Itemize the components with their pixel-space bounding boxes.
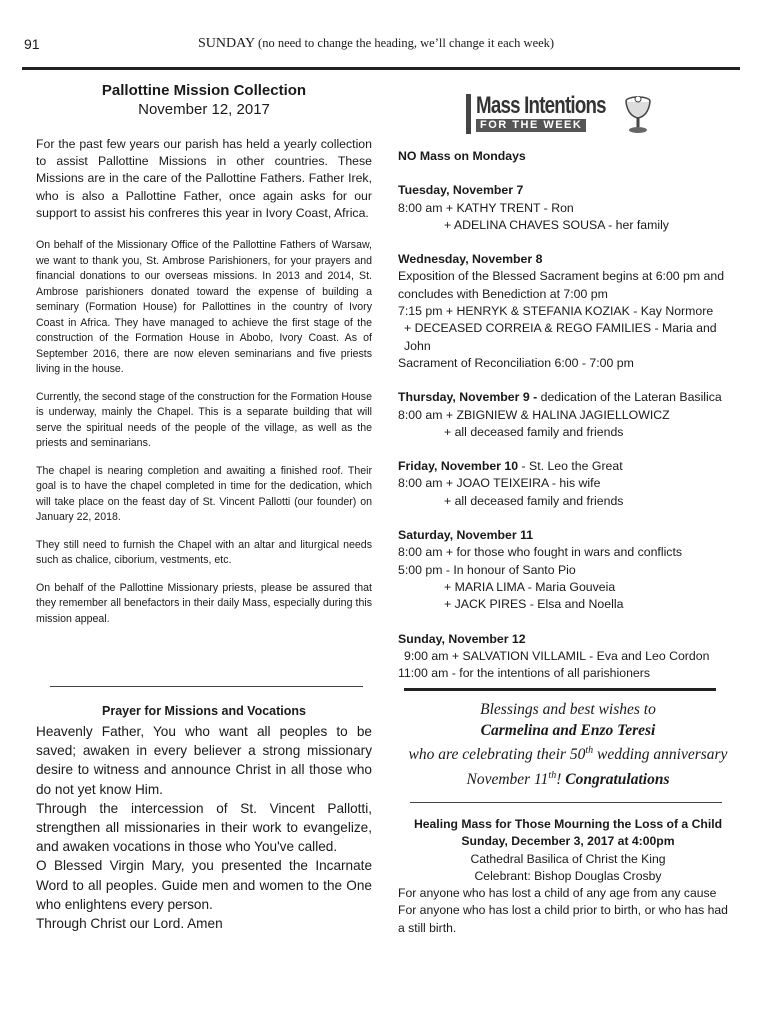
healing-celebrant: Celebrant: Bishop Douglas Crosby (474, 868, 662, 883)
mass-line: + all deceased family and friends (444, 493, 624, 508)
mass-block-tuesday (398, 182, 738, 234)
heading-note: (no need to change the heading, we’ll change it each week) (258, 36, 555, 50)
section-divider (410, 802, 722, 803)
mass-line: 7:15 pm + HENRYK & STEFANIA KOZIAK - Kay Normore (398, 304, 714, 319)
healing-title: Healing Mass for Those Mourning the Loss of a Child (413, 817, 723, 831)
section-divider (50, 686, 363, 687)
mass-line: 8:00 am + ZBIGNIEW & HALINA JAGIELLOWICZ (398, 407, 670, 422)
mass-line: + JACK PIRES - Elsa and Noella (444, 597, 624, 612)
prayer-line: Heavenly Father, You who want all peoples to be saved; awaken in every believer a strong missionary desire to witness and announce Christ in all those who do not yet know Him. (36, 724, 372, 797)
blessing-text: who are celebrating their (408, 746, 570, 764)
mass-line: + DECEASED CORREIA & REGO FAMILIES - Maria and John (404, 321, 717, 353)
mass-block-saturday (398, 527, 738, 613)
mass-block-thursday (398, 389, 738, 441)
mass-line: Exposition of the Blessed Sacrament begins at 6:00 pm and concludes with Benediction at 7:00 pm (398, 269, 725, 301)
logo-bar (466, 94, 471, 134)
mass-day: Thursday, November 9 - (398, 390, 538, 405)
mass-line: 11:00 am - for the intentions of all parishioners (398, 666, 650, 681)
mass-day: Saturday, November 11 (398, 528, 534, 543)
logo-subtitle: FOR THE WEEK (476, 119, 586, 132)
healing-location: Cathedral Basilica of Christ the King (470, 851, 666, 866)
mass-block-friday (398, 458, 738, 510)
mass-day: Friday, November 10 (398, 459, 519, 474)
no-mass-note: NO Mass on Mondays (398, 149, 526, 163)
anniversary-blessing (398, 700, 738, 790)
mass-day: Tuesday, November 7 (398, 183, 524, 198)
prayer-line: Through the intercession of St. Vincent Pallotti, strengthen all missionaries in their work to evangelize, and awaken vocations in those who You've called. (36, 800, 372, 855)
healing-line: For anyone who has lost a child prior to birth, or who has had a still birth. (398, 903, 728, 935)
blessing-line: Blessings and best wishes to (480, 701, 656, 718)
prayer-section (36, 704, 372, 933)
page-heading (198, 36, 554, 52)
heading-text: SUNDAY (198, 36, 255, 51)
couple-names: Carmelina and Enzo Teresi (480, 721, 656, 739)
mission-collection-article (36, 82, 372, 639)
mass-day: Wednesday, November 8 (398, 252, 543, 267)
mass-line: 9:00 am + SALVATION VILLAMIL - Eva and Leo Cordon (404, 648, 710, 663)
mass-block-wednesday (398, 251, 738, 372)
article-title: Pallottine Mission Collection (101, 82, 307, 99)
date-suffix: th (548, 769, 557, 781)
mass-line: 8:00 am + JOAO TEIXEIRA - his wife (398, 476, 601, 491)
mass-day-line (398, 389, 738, 406)
article-date: November 12, 2017 (138, 101, 270, 118)
blessing-line (398, 741, 738, 766)
page-number: 91 (24, 36, 40, 52)
mass-line: 8:00 am + KATHY TRENT - Ron (398, 200, 574, 215)
mass-day: Sunday, November 12 (398, 631, 526, 646)
mass-line: + all deceased family and friends (444, 424, 624, 439)
mass-line: 8:00 am + for those who fought in wars and conflicts (398, 545, 683, 560)
mass-day-note: - St. Leo the Great (518, 459, 623, 474)
blessing-date (398, 766, 738, 791)
chalice-icon (624, 96, 652, 134)
article-paragraph: They still need to furnish the Chapel with an altar and liturgical needs such as chalice, ciborium, vestments, etc. (36, 538, 372, 567)
prayer-line: O Blessed Virgin Mary, you presented the Incarnate Word to all peoples. Guide men and women to the One who enlightens every person. (36, 858, 372, 912)
article-paragraph: On behalf of the Missionary Office of the Pallottine Fathers of Warsaw, we want to thank you, St. Ambrose Parishioners, for your prayers and financial donations to our overseas missions. In 2013 and 2014, St. Ambrose parishioners donated toward the expense of building a seminary (Formation House) for Pallottines in the country of Ivory Coast in Africa. They have managed to achieve the first stage of the construction of the Formation House in Abobo, Ivory Coast. As of September 2016, there are now eleven seminarians and five priests living in the house. (36, 239, 372, 376)
prayer-title: Prayer for Missions and Vocations (102, 704, 306, 718)
mass-block-monday (398, 148, 738, 165)
anniversary-number: 50 (569, 746, 586, 764)
prayer-text (36, 722, 372, 933)
article-paragraph: The chapel is nearing completion and awaiting a finished roof. Their goal is to have the chapel completed in time for the dedication, which will take place on the feast day of St. Vincent Pallotti (our founder) on January 22, 2018. (36, 464, 372, 524)
mass-line: + ADELINA CHAVES SOUSA - her family (444, 217, 669, 232)
mass-line: Sacrament of Reconciliation 6:00 - 7:00 pm (398, 355, 634, 370)
blessing-text: wedding anniversary (593, 746, 728, 764)
prayer-line: Through Christ our Lord. Amen (36, 916, 223, 932)
congratulations: Congratulations (565, 770, 670, 788)
mass-line: + MARIA LIMA - Maria Gouveia (444, 579, 616, 594)
article-paragraph: For the past few years our parish has held a yearly collection to assist Pallottine Missions in other countries. These Missions are in the care of the Pallottine Fathers. Father Irek, who is also a Pallottine Father, once again asks for our support to assist his confreres this year in Ivory Coast, Africa. (36, 137, 372, 220)
mass-block-sunday (398, 631, 738, 683)
article-paragraph: On behalf of the Pallottine Missionary priests, please be assured that they remember all benefactors in their daily Mass, especially during this mission appeal. (36, 581, 372, 625)
mass-day-line (398, 458, 738, 475)
healing-datetime: Sunday, December 3, 2017 at 4:00pm (461, 834, 675, 849)
mass-intentions-logo (466, 94, 652, 136)
mass-day-note: dedication of the Lateran Basilica (537, 390, 722, 405)
page-header (0, 0, 770, 70)
article-paragraph: Currently, the second stage of the construction for the Formation House is underway, mainly the Chapel. This is a separate building that will serve the spiritual needs of the people of the village, as well as the priests and seminarians. (36, 390, 372, 450)
header-divider (22, 67, 740, 70)
healing-mass-notice (398, 816, 738, 937)
mass-intentions-list (398, 148, 738, 699)
logo-title: Mass Intentions (476, 92, 606, 119)
date-text: November 11 (466, 770, 549, 788)
date-punct: ! (556, 770, 566, 788)
healing-line: For anyone who has lost a child of any age from any cause (398, 886, 717, 901)
section-divider (404, 688, 716, 691)
ordinal-suffix: th (585, 745, 594, 756)
mass-line: 5:00 pm - In honour of Santo Pio (398, 562, 576, 577)
